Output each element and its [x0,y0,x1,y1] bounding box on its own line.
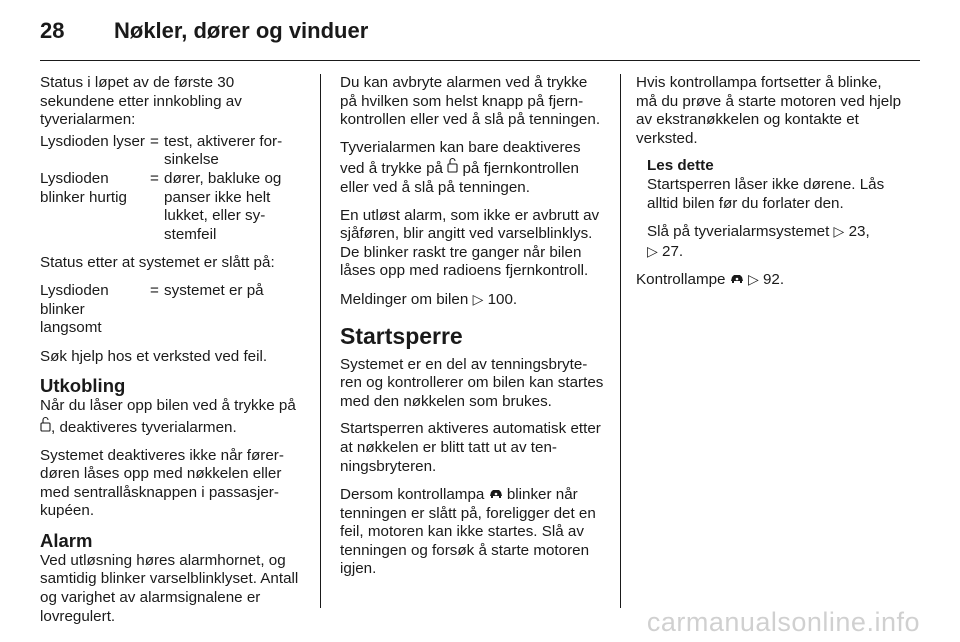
ref-arrow-icon: ▷ [833,223,845,240]
table-cell-label: Lysdioden blinker langsomt [40,281,109,337]
watermark: carmanualsonline.info [646,607,920,637]
utkobling-paragraph-1 [40,397,308,437]
help-text: Søk hjelp hos et verksted ved feil. [40,347,268,365]
ref-arrow-icon: ▷ [747,271,759,288]
ref-arrow-icon: ▷ [647,242,658,259]
note-title: Les dette [647,157,714,175]
car-key-icon [489,485,503,504]
alarm-paragraph: Ved utløsning høres alarmhornet, og samtidig blinker varselblinklyset. Antall og varighet av alarmsignalene er lovregulert. [40,551,299,625]
col2-paragraph-4 [340,290,604,310]
status-table-1 [40,133,308,245]
header-rule [40,60,920,61]
table-cell-value: test, aktiverer forsinkelse [164,132,283,169]
table-cell-sep: = [150,281,159,299]
text-run: Kontrollampe [636,271,726,289]
text-run: , deaktiveres tyverialarmen. [51,418,237,436]
page-number: 28 [40,18,65,43]
note-box [647,157,902,261]
page-ref: 27. [662,242,684,260]
column-3 [636,74,902,299]
status-table-2 [40,282,308,338]
column-divider-2 [620,74,621,608]
ref-arrow-icon: ▷ [472,290,484,307]
unlock-icon [40,416,51,437]
table-cell-label: Lysdioden lyser [40,132,145,150]
page-header [40,18,920,48]
text-run: Meldinger om bilen [340,290,469,308]
col2-paragraph-5: Systemet er en del av tenningsbryteren og kontrollerer om bilen kan startes med den nøkkelen som brukes. [340,355,604,410]
status-intro: Status i løpet av de første 30 sekundene etter innkobling av tyverialarmen: [40,74,242,129]
column-1 [40,74,308,635]
status-after: Status etter at systemet er slått på: [40,254,275,272]
col2-paragraph-1: Du kan avbryte alarmen ved å trykke på hvilken som helst knapp på fjernkontrollen eller ved å slå på tenningen. [340,74,601,129]
table-cell-sep: = [150,132,159,150]
chapter-title: Nøkler, dører og vinduer [114,18,369,43]
col3-paragraph-1: Hvis kontrollampa fortsetter å blinke, må du prøve å starte motoren ved hjelp av ekstranøkkelen og kontakte et verksted. [636,74,902,147]
unlock-icon [447,157,458,178]
col2-paragraph-6: Startsperren aktiveres automatisk etter at nøkkelen er blitt tatt ut av tenningsbryteren. [340,420,601,475]
text-run: blinker når tenningen er slått på, foreligger det en feil, motoren kan ikke startes. Slå av tenningen og forsøk å starte motoren igjen. [340,486,596,578]
text-run: Slå på tyverialarmsystemet [647,223,830,241]
column-divider-1 [320,74,321,608]
table-cell-sep: = [150,169,159,187]
table-cell-label: Lysdioden blinker hurtig [40,169,127,206]
car-key-icon [730,270,744,289]
note-paragraph-1: Startsperren låser ikke dørene. Lås alltid bilen før du forlater den. [647,175,885,212]
column-2 [340,74,604,588]
col3-paragraph-2 [636,270,902,290]
text-run: på fjernkontrollen eller ved å slå på tenningen. [340,160,579,196]
utkobling-paragraph-2: Systemet deaktiveres ikke når førerdøren låses opp med nøkkelen eller med sentrallåsknappen i passasjerkupéen. [40,446,284,520]
page-ref: 92. [762,271,785,289]
heading-utkobling: Utkobling [40,375,126,397]
page-ref: 23, [848,223,870,241]
text-run: Når du låser opp bilen ved å trykke på [40,397,296,415]
col2-paragraph-2 [340,139,604,198]
table-cell-value: dører, bakluke og panser ikke helt lukket, eller systemfeil [164,169,282,243]
col2-paragraph-7 [340,485,604,579]
page-ref: 100. [487,290,518,308]
note-paragraph-2 [647,222,902,261]
col2-paragraph-3: En utløst alarm, som ikke er avbrutt av sjåføren, blir angitt ved varselblinklys. De blinker raskt tre ganger når bilen låses opp med radioens fjernkontroll. [340,206,600,280]
heading-alarm: Alarm [40,529,93,551]
text-run: Dersom kontrollampa [340,486,485,504]
heading-startsperre: Startsperre [340,322,463,349]
text-run: Tyverialarmen kan bare deaktiveres ved å trykke på [340,138,581,178]
table-cell-value: systemet er på [164,281,264,299]
